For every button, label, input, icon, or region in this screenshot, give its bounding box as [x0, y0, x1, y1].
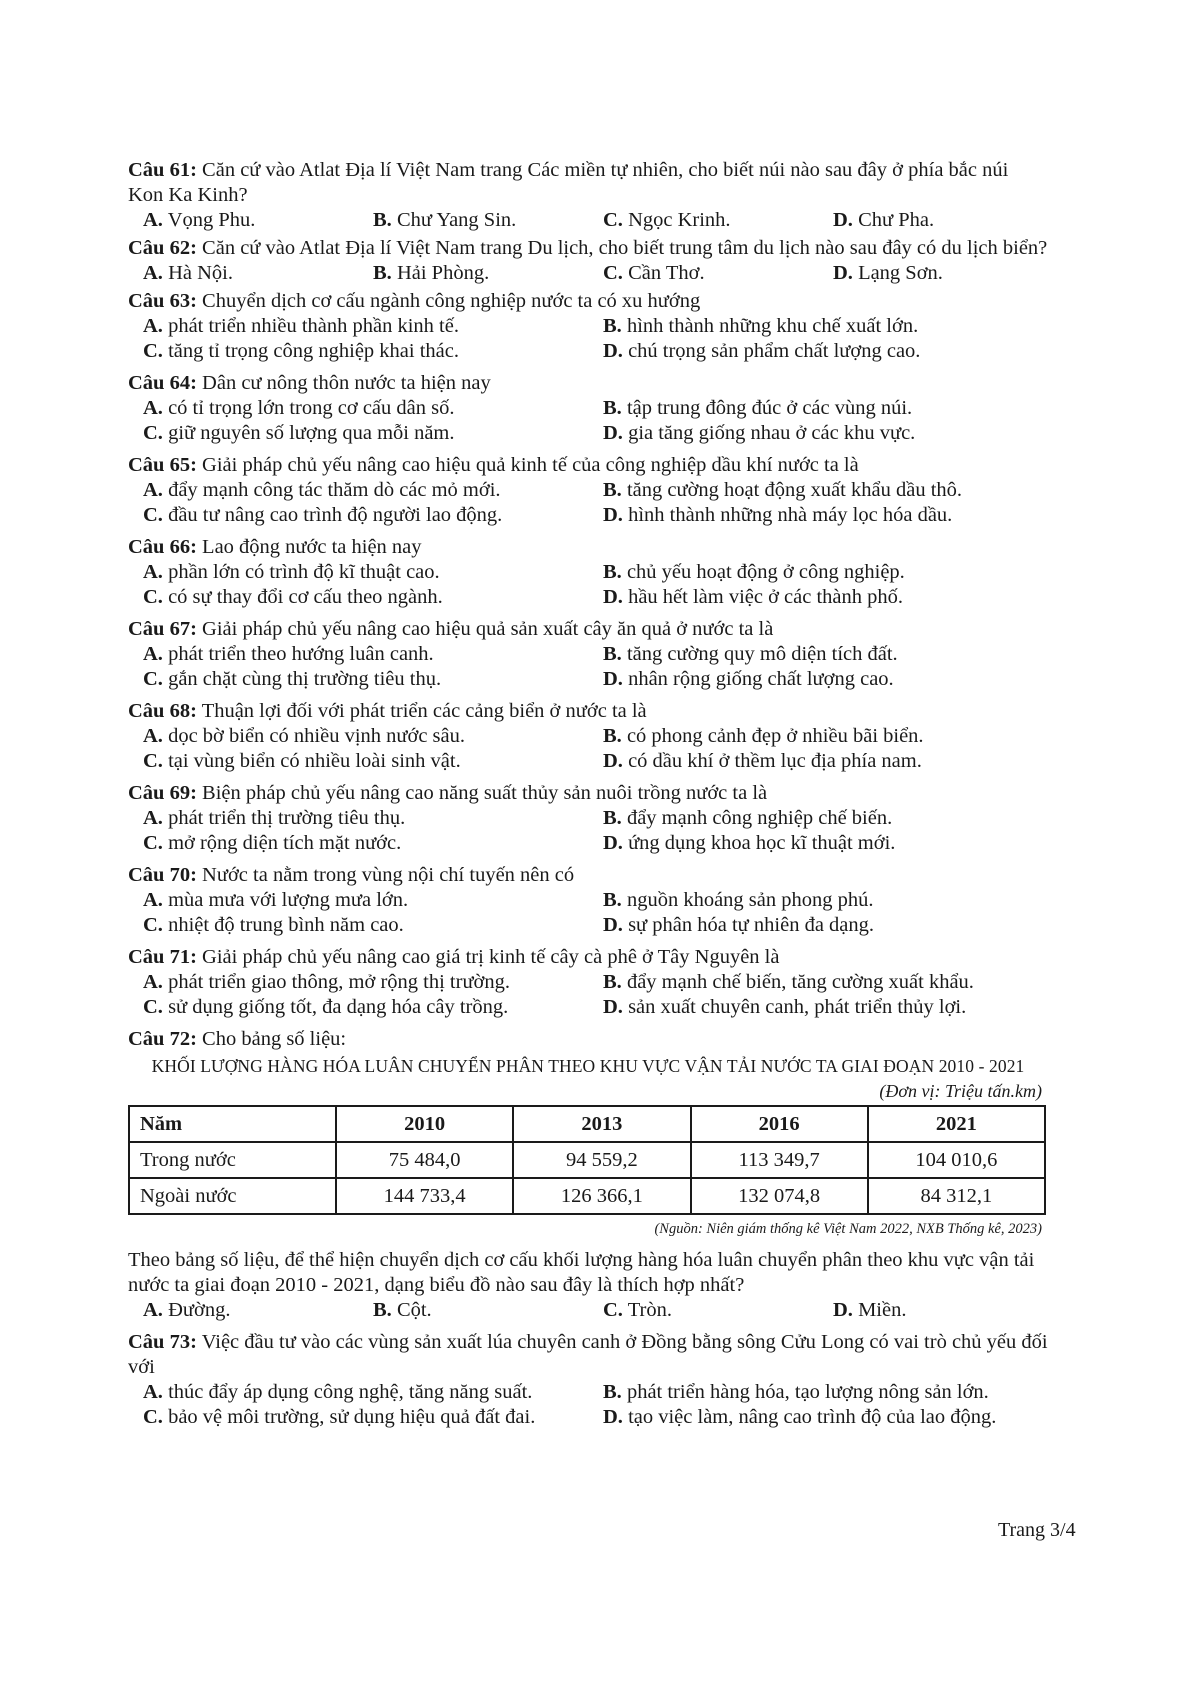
option-letter: C.	[143, 914, 163, 936]
option-text: đẩy mạnh công nghiệp chế biến.	[626, 807, 893, 829]
option-text: phát triển thị trường tiêu thụ.	[168, 807, 406, 829]
table-header-cell: 2013	[513, 1106, 690, 1142]
option-text: bảo vệ môi trường, sử dụng hiệu quả đất đai.	[168, 1406, 536, 1428]
question-70	[128, 863, 1048, 938]
option-list	[128, 1298, 1048, 1323]
option-letter: A.	[143, 479, 163, 501]
option-letter: B.	[603, 643, 622, 665]
option-letter: C.	[143, 1406, 163, 1428]
option-text: tạo việc làm, nâng cao trình độ của lao động.	[628, 1406, 997, 1428]
option-letter: B.	[373, 262, 392, 284]
option-letter: A.	[143, 725, 163, 747]
option-a	[143, 396, 603, 421]
option-letter: A.	[143, 262, 163, 284]
question-text: Lao động nước ta hiện nay	[202, 536, 422, 558]
option-text: đầu tư nâng cao trình độ người lao động.	[168, 504, 503, 526]
table-cell: 144 733,4	[336, 1178, 513, 1214]
question-stem	[128, 863, 1048, 888]
table-cell: 94 559,2	[513, 1142, 690, 1178]
option-text: nhiệt độ trung bình năm cao.	[168, 914, 404, 936]
table-cell: 104 010,6	[868, 1142, 1045, 1178]
option-letter: B.	[603, 889, 622, 911]
option-list	[128, 970, 1048, 1020]
option-c	[143, 585, 603, 610]
table-row	[129, 1178, 1045, 1214]
option-text: Đường.	[168, 1299, 231, 1321]
option-letter: A.	[143, 209, 163, 231]
option-a	[143, 642, 603, 667]
exam-page	[128, 158, 1048, 1430]
option-text: chủ yếu hoạt động ở công nghiệp.	[626, 561, 905, 583]
question-72	[128, 1027, 1048, 1323]
table-header-cell: 2021	[868, 1106, 1045, 1142]
option-d	[603, 667, 1063, 692]
option-letter: A.	[143, 643, 163, 665]
option-a	[143, 888, 603, 913]
question-66	[128, 535, 1048, 610]
option-c	[143, 667, 603, 692]
question-text: Dân cư nông thôn nước ta hiện nay	[202, 372, 491, 394]
question-number: Câu 71:	[128, 946, 197, 968]
option-text: phần lớn có trình độ kĩ thuật cao.	[168, 561, 440, 583]
option-d	[833, 208, 1063, 233]
option-text: mở rộng diện tích mặt nước.	[168, 832, 402, 854]
question-69	[128, 781, 1048, 856]
option-b	[603, 888, 1063, 913]
option-d	[603, 1405, 1063, 1430]
option-a	[143, 1298, 373, 1323]
option-a	[143, 208, 373, 233]
option-a	[143, 724, 603, 749]
option-text: tại vùng biển có nhiều loài sinh vật.	[168, 750, 461, 772]
option-text: hình thành những khu chế xuất lớn.	[626, 315, 919, 337]
option-b	[603, 560, 1063, 585]
option-b	[603, 642, 1063, 667]
option-text: mùa mưa với lượng mưa lớn.	[168, 889, 409, 911]
option-letter: D.	[833, 262, 853, 284]
question-stem	[128, 236, 1048, 261]
option-c	[143, 749, 603, 774]
question-number: Câu 65:	[128, 454, 197, 476]
option-c	[603, 261, 833, 286]
option-text: Hải Phòng.	[396, 262, 490, 284]
option-text: phát triển theo hướng luân canh.	[168, 643, 434, 665]
option-text: phát triển nhiều thành phần kinh tế.	[168, 315, 459, 337]
question-stem	[128, 945, 1048, 970]
table-title: KHỐI LƯỢNG HÀNG HÓA LUÂN CHUYỂN PHÂN THEO KHU VỰC VẬN TẢI NƯỚC TA GIAI ĐOẠN 2010 - 2021	[151, 1056, 1025, 1076]
option-letter: C.	[143, 668, 163, 690]
option-text: đẩy mạnh công tác thăm dò các mỏ mới.	[168, 479, 501, 501]
option-b	[603, 314, 1063, 339]
question-prompt: Theo bảng số liệu, để thể hiện chuyển dịch cơ cấu khối lượng hàng hóa luân chuyển phân theo khu vực vận tải nước ta giai đoạn 2010 - 2021, dạng biểu đồ nào sau đây là thích hợp nhất?	[128, 1249, 1035, 1296]
question-text: Biện pháp chủ yếu nâng cao năng suất thủy sản nuôi trồng nước ta là	[202, 782, 768, 804]
option-letter: D.	[603, 1406, 623, 1428]
table-cell: 113 349,7	[691, 1142, 868, 1178]
option-d	[603, 831, 1063, 856]
option-b	[603, 806, 1063, 831]
option-text: sản xuất chuyên canh, phát triển thủy lợi.	[628, 996, 967, 1018]
option-text: ứng dụng khoa học kĩ thuật mới.	[628, 832, 896, 854]
option-text: tăng tỉ trọng công nghiệp khai thác.	[168, 340, 459, 362]
option-text: Lạng Sơn.	[858, 262, 943, 284]
option-b	[603, 1380, 1063, 1405]
question-text: Căn cứ vào Atlat Địa lí Việt Nam trang Các miền tự nhiên, cho biết núi nào sau đây ở phía bắc núi Kon Ka Kinh?	[128, 159, 1009, 206]
question-stem	[128, 1027, 1048, 1052]
option-b	[373, 1298, 603, 1323]
option-letter: C.	[143, 422, 163, 444]
question-text: Giải pháp chủ yếu nâng cao hiệu quả kinh tế của công nghiệp dầu khí nước ta là	[202, 454, 859, 476]
question-number: Câu 63:	[128, 290, 197, 312]
option-letter: B.	[603, 315, 622, 337]
option-letter: D.	[603, 996, 623, 1018]
question-number: Câu 70:	[128, 864, 197, 886]
option-letter: A.	[143, 1299, 163, 1321]
option-text: tăng cường hoạt động xuất khẩu dầu thô.	[626, 479, 963, 501]
option-text: sự phân hóa tự nhiên đa dạng.	[628, 914, 875, 936]
option-text: phát triển hàng hóa, tạo lượng nông sản lớn.	[626, 1381, 989, 1403]
question-number: Câu 68:	[128, 700, 197, 722]
option-text: có sự thay đổi cơ cấu theo ngành.	[168, 586, 443, 608]
option-letter: B.	[603, 479, 622, 501]
option-d	[833, 261, 1063, 286]
table-header-cell: 2010	[336, 1106, 513, 1142]
question-number: Câu 73:	[128, 1331, 197, 1353]
option-b	[603, 396, 1063, 421]
option-letter: B.	[603, 971, 622, 993]
option-d	[603, 995, 1063, 1020]
question-stem	[128, 289, 1048, 314]
question-stem	[128, 535, 1048, 560]
option-text: Miền.	[858, 1299, 907, 1321]
table-source: (Nguồn: Niên giám thống kê Việt Nam 2022, NXB Thống kê, 2023)	[654, 1221, 1042, 1237]
option-letter: C.	[603, 1299, 623, 1321]
option-list	[128, 560, 1048, 610]
question-62	[128, 236, 1048, 286]
option-text: thúc đẩy áp dụng công nghệ, tăng năng suất.	[168, 1381, 533, 1403]
question-number: Câu 67:	[128, 618, 197, 640]
option-letter: C.	[603, 209, 623, 231]
option-text: có phong cảnh đẹp ở nhiều bãi biển.	[626, 725, 924, 747]
option-letter: A.	[143, 971, 163, 993]
option-letter: C.	[603, 262, 623, 284]
option-c	[143, 503, 603, 528]
option-text: có tỉ trọng lớn trong cơ cấu dân số.	[168, 397, 455, 419]
option-text: có dầu khí ở thềm lục địa phía nam.	[628, 750, 922, 772]
option-letter: D.	[603, 340, 623, 362]
option-text: Hà Nội.	[168, 262, 233, 284]
question-61	[128, 158, 1048, 233]
option-letter: C.	[143, 832, 163, 854]
question-number: Câu 61:	[128, 159, 197, 181]
option-text: phát triển giao thông, mở rộng thị trường.	[168, 971, 511, 993]
option-letter: D.	[603, 504, 623, 526]
option-c	[143, 1405, 603, 1430]
option-letter: C.	[143, 340, 163, 362]
option-b	[603, 724, 1063, 749]
row-label: Ngoài nước	[129, 1178, 336, 1214]
option-a	[143, 478, 603, 503]
table-row	[129, 1142, 1045, 1178]
option-letter: B.	[373, 209, 392, 231]
question-text: Thuận lợi đối với phát triển các cảng biển ở nước ta là	[201, 700, 647, 722]
question-71	[128, 945, 1048, 1020]
option-d	[603, 339, 1063, 364]
option-text: nhân rộng giống chất lượng cao.	[628, 668, 894, 690]
question-68	[128, 699, 1048, 774]
option-text: hầu hết làm việc ở các thành phố.	[628, 586, 904, 608]
option-letter: B.	[603, 807, 622, 829]
option-text: giữ nguyên số lượng qua mỗi năm.	[168, 422, 455, 444]
question-63	[128, 289, 1048, 364]
question-stem	[128, 781, 1048, 806]
question-number: Câu 64:	[128, 372, 197, 394]
option-a	[143, 314, 603, 339]
question-text: Căn cứ vào Atlat Địa lí Việt Nam trang Du lịch, cho biết trung tâm du lịch nào sau đây có du lịch biển?	[202, 237, 1048, 259]
option-list	[128, 314, 1048, 364]
option-letter: A.	[143, 561, 163, 583]
option-letter: A.	[143, 397, 163, 419]
option-text: đẩy mạnh chế biến, tăng cường xuất khẩu.	[626, 971, 974, 993]
option-text: nguồn khoáng sản phong phú.	[626, 889, 874, 911]
question-67	[128, 617, 1048, 692]
option-letter: C.	[143, 750, 163, 772]
option-letter: A.	[143, 807, 163, 829]
option-d	[833, 1298, 1063, 1323]
page-number: Trang 3/4	[998, 1519, 1076, 1541]
option-letter: B.	[603, 561, 622, 583]
question-number: Câu 69:	[128, 782, 197, 804]
option-letter: D.	[603, 586, 623, 608]
option-letter: D.	[833, 209, 853, 231]
option-c	[143, 339, 603, 364]
option-a	[143, 560, 603, 585]
option-c	[143, 421, 603, 446]
option-text: chú trọng sản phẩm chất lượng cao.	[628, 340, 921, 362]
option-list	[128, 806, 1048, 856]
table-cell: 132 074,8	[691, 1178, 868, 1214]
option-a	[143, 1380, 603, 1405]
question-stem	[128, 453, 1048, 478]
option-d	[603, 913, 1063, 938]
option-text: Chư Yang Sin.	[396, 209, 517, 231]
option-text: Vọng Phu.	[167, 209, 256, 231]
question-text: Nước ta nằm trong vùng nội chí tuyến nên có	[202, 864, 575, 886]
option-letter: A.	[143, 1381, 163, 1403]
table-header-cell: 2016	[691, 1106, 868, 1142]
option-text: gia tăng giống nhau ở các khu vực.	[628, 422, 916, 444]
option-letter: D.	[603, 668, 623, 690]
option-list	[128, 396, 1048, 446]
option-letter: B.	[603, 725, 622, 747]
question-64	[128, 371, 1048, 446]
option-text: tăng cường quy mô diện tích đất.	[626, 643, 898, 665]
option-letter: A.	[143, 315, 163, 337]
question-number: Câu 66:	[128, 536, 197, 558]
option-text: Cột.	[396, 1299, 432, 1321]
option-letter: D.	[603, 914, 623, 936]
option-text: sử dụng giống tốt, đa dạng hóa cây trồng.	[168, 996, 509, 1018]
option-list	[128, 208, 1048, 233]
row-label: Trong nước	[129, 1142, 336, 1178]
option-d	[603, 585, 1063, 610]
option-b	[603, 970, 1063, 995]
option-text: gắn chặt cùng thị trường tiêu thụ.	[168, 668, 442, 690]
option-c	[143, 831, 603, 856]
option-list	[128, 642, 1048, 692]
option-letter: B.	[373, 1299, 392, 1321]
option-text: dọc bờ biển có nhiều vịnh nước sâu.	[168, 725, 466, 747]
option-letter: C.	[143, 586, 163, 608]
option-letter: A.	[143, 889, 163, 911]
question-stem	[128, 1330, 1048, 1380]
option-text: tập trung đông đúc ở các vùng núi.	[626, 397, 913, 419]
question-stem	[128, 699, 1048, 724]
option-a	[143, 261, 373, 286]
question-text: Việc đầu tư vào các vùng sản xuất lúa chuyên canh ở Đồng bằng sông Cửu Long có vai trò chủ yếu đối với	[128, 1331, 1048, 1378]
question-65	[128, 453, 1048, 528]
table-header-cell: Năm	[129, 1106, 336, 1142]
question-number: Câu 62:	[128, 237, 197, 259]
option-letter: D.	[833, 1299, 853, 1321]
question-stem	[128, 617, 1048, 642]
option-d	[603, 749, 1063, 774]
option-text: Chư Pha.	[858, 209, 935, 231]
option-list	[128, 1380, 1048, 1430]
option-c	[603, 208, 833, 233]
question-text: Chuyển dịch cơ cấu ngành công nghiệp nước ta có xu hướng	[202, 290, 701, 312]
table-unit: (Đơn vị: Triệu tấn.km)	[879, 1081, 1042, 1101]
option-letter: C.	[143, 996, 163, 1018]
option-c	[603, 1298, 833, 1323]
question-text: Giải pháp chủ yếu nâng cao giá trị kinh tế cây cà phê ở Tây Nguyên là	[202, 946, 780, 968]
question-text: Giải pháp chủ yếu nâng cao hiệu quả sản xuất cây ăn quả ở nước ta là	[202, 618, 774, 640]
table-cell: 75 484,0	[336, 1142, 513, 1178]
option-b	[373, 261, 603, 286]
option-d	[603, 421, 1063, 446]
option-letter: C.	[143, 504, 163, 526]
option-letter: B.	[603, 1381, 622, 1403]
option-c	[143, 995, 603, 1020]
question-number: Câu 72:	[128, 1028, 197, 1050]
option-a	[143, 970, 603, 995]
data-table	[128, 1105, 1046, 1215]
table-cell: 126 366,1	[513, 1178, 690, 1214]
option-b	[373, 208, 603, 233]
option-text: hình thành những nhà máy lọc hóa dầu.	[628, 504, 953, 526]
question-stem	[128, 371, 1048, 396]
option-a	[143, 806, 603, 831]
question-text: Cho bảng số liệu:	[202, 1028, 347, 1050]
option-list	[128, 724, 1048, 774]
option-letter: D.	[603, 750, 623, 772]
option-c	[143, 913, 603, 938]
option-b	[603, 478, 1063, 503]
option-list	[128, 888, 1048, 938]
option-text: Ngọc Krinh.	[628, 209, 731, 231]
option-list	[128, 261, 1048, 286]
table-cell: 84 312,1	[868, 1178, 1045, 1214]
option-letter: D.	[603, 422, 623, 444]
option-d	[603, 503, 1063, 528]
option-text: Cần Thơ.	[628, 262, 705, 284]
option-list	[128, 478, 1048, 528]
question-73	[128, 1330, 1048, 1430]
question-stem	[128, 158, 1048, 208]
table-header-row	[129, 1106, 1045, 1142]
option-text: Tròn.	[627, 1299, 672, 1321]
option-letter: B.	[603, 397, 622, 419]
option-letter: D.	[603, 832, 623, 854]
